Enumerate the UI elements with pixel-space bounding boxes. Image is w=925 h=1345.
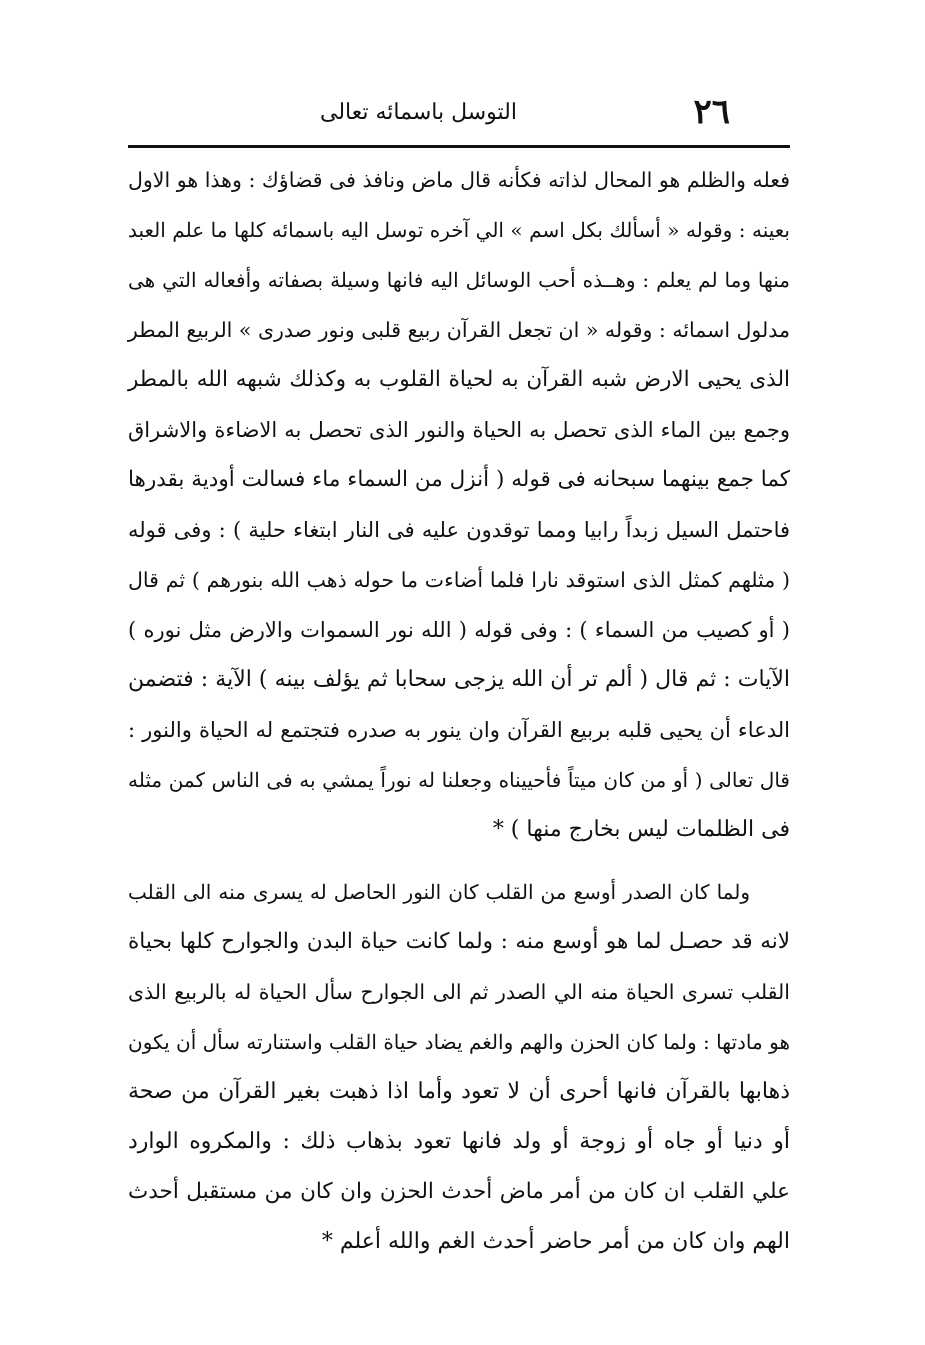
- text-line: علي القلب ان كان من أمر ماض أحدث الحزن وان كان من مستقبل أحدث: [128, 1179, 790, 1204]
- text-line: ( أو كصيب من السماء ) : وفى قوله ( الله نور السموات والارض مثل نوره ): [128, 618, 790, 642]
- text-line: أو دنيا أو جاه أو زوجة أو ولد فانها تعود بذهاب ذلك : والمكروه الوارد: [128, 1129, 790, 1154]
- text-line: منها وما لم يعلم : وهــذه أحب الوسائل اليه فانها وسيلة بصفاته وأفعاله التي هى: [128, 268, 790, 292]
- header-rule: [128, 145, 790, 148]
- text-line: الدعاء أن يحيى قلبه بربيع القرآن وان ينور به صدره فتجتمع له الحياة والنور :: [128, 718, 790, 742]
- text-line: كما جمع بينهما سبحانه فى قوله ( أنزل من السماء ماء فسالت أودية بقدرها: [128, 467, 790, 492]
- text-line: القلب تسرى الحياة منه الي الصدر ثم الى الجوارح سأل الحياة له بالربيع الذى: [128, 980, 790, 1004]
- body-text: [128, 155, 790, 1267]
- text-line: وجمع بين الماء الذى تحصل به الحياة والنور الذى تحصل به الاضاءة والاشراق: [128, 418, 790, 442]
- page-header: [140, 92, 790, 132]
- page-number: ٢٦: [693, 92, 730, 132]
- text-line: الذى يحيى الارض شبه القرآن به لحياة القلوب به وكذلك شبهه الله بالمطر: [128, 367, 790, 392]
- text-line: ( مثلهم كمثل الذى استوقد نارا فلما أضاءت ما حوله ذهب الله بنورهم ) ثم قال: [128, 568, 790, 592]
- text-line: الآيات : ثم قال ( ألم تر أن الله يزجى سحابا ثم يؤلف بينه ) الآية : فتضمن: [128, 667, 790, 692]
- paragraph-2: [128, 867, 790, 1267]
- text-line: الهم وان كان من أمر حاضر أحدث الغم والله أعلم *: [321, 1229, 790, 1254]
- text-line: بعينه : وقوله « أسألك بكل اسم » الي آخره توسل اليه باسمائه كلها ما علم العبد: [128, 218, 790, 242]
- paragraph-1: [128, 155, 790, 855]
- text-line: ولما كان الصدر أوسع من القلب كان النور الحاصل له يسرى منه الى القلب: [128, 880, 750, 904]
- text-line: ذهابها بالقرآن فانها أحرى أن لا تعود وأما اذا ذهبت بغير القرآن من صحة: [128, 1079, 790, 1104]
- text-line: فاحتمل السيل زبداً رابيا ومما توقدون عليه فى النار ابتغاء حلية ) : وفى قوله: [128, 518, 790, 542]
- running-title: التوسل باسمائه تعالى: [320, 100, 517, 125]
- text-line: فعله والظلم هو المحال لذاته فكأنه قال ماض ونافذ فى قضاؤك : وهذا هو الاول: [128, 168, 790, 192]
- text-line: قال تعالى ( أو من كان ميتاً فأحييناه وجعلنا له نوراً يمشي به فى الناس كمن مثله: [128, 768, 790, 792]
- text-line: مدلول اسمائه : وقوله « ان تجعل القرآن ربيع قلبى ونور صدرى » الربيع المطر: [127, 318, 790, 342]
- paragraph-gap: [128, 855, 790, 867]
- text-line: هو مادتها : ولما كان الحزن والهم والغم يضاد حياة القلب واستنارته سأل أن يكون: [128, 1030, 790, 1054]
- text-line: فى الظلمات ليس بخارج منها ) *: [492, 817, 790, 842]
- text-line: لانه قد حصـل لما هو أوسع منه : ولما كانت حياة البدن والجوارح كلها بحياة: [128, 929, 790, 954]
